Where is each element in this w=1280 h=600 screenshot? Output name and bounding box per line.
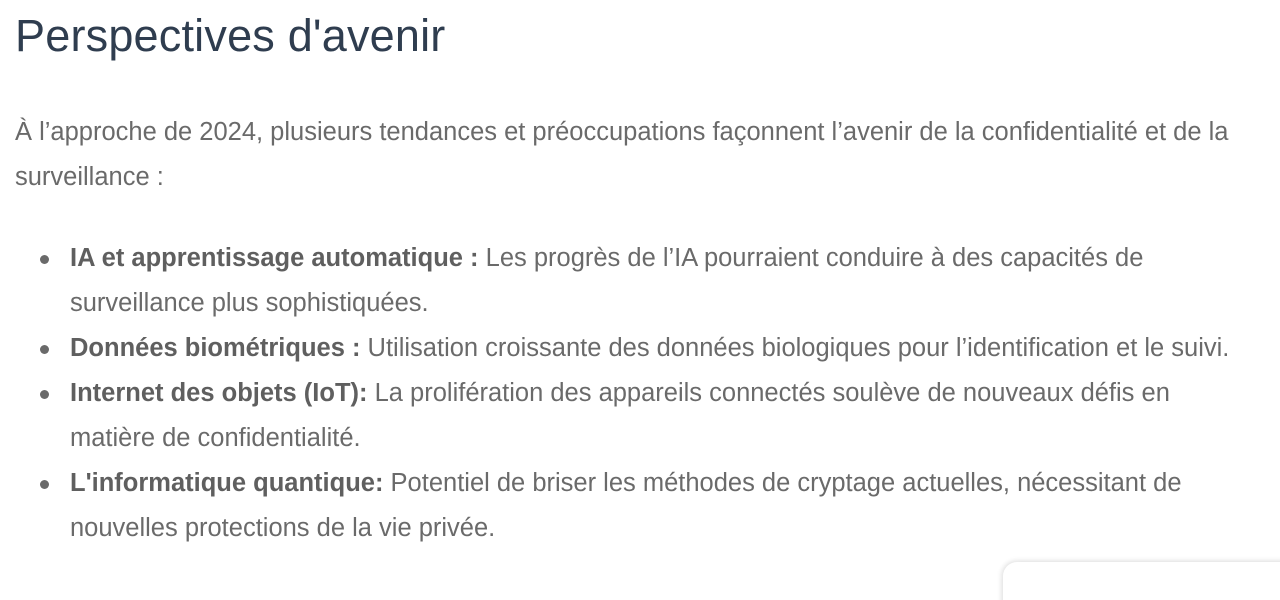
list-item-label: L'informatique quantique:: [70, 469, 384, 497]
section-heading: Perspectives d'avenir: [15, 10, 446, 61]
list-item: [15, 236, 1260, 326]
trends-list: [15, 236, 1260, 551]
list-item-label: IA et apprentissage automatique :: [70, 244, 479, 272]
article: [15, 0, 1260, 551]
list-item-label: Données biométriques :: [70, 334, 361, 362]
floating-card[interactable]: [1003, 562, 1280, 600]
list-item: [15, 371, 1260, 461]
intro-paragraph: À l’approche de 2024, plusieurs tendances et préoccupations façonnent l’avenir de la confidentialité et de la surveillance :: [15, 118, 1229, 191]
bullet-icon: [40, 255, 49, 264]
list-item: [15, 326, 1260, 371]
list-item-label: Internet des objets (IoT):: [70, 379, 368, 407]
bullet-icon: [40, 345, 49, 354]
bullet-icon: [40, 480, 49, 489]
list-item-text: Utilisation croissante des données biologiques pour l’identification et le suivi.: [360, 334, 1230, 362]
list-item: [15, 461, 1260, 551]
bullet-icon: [40, 390, 49, 399]
list-item-text: La prolifération des appareils connectés soulève de nouveaux défis en matière de confidentialité.: [70, 379, 1170, 452]
list-item-text: Les progrès de l’IA pourraient conduire à des capacités de surveillance plus sophistiquées.: [70, 244, 1144, 317]
list-item-text: Potentiel de briser les méthodes de cryptage actuelles, nécessitant de nouvelles protections de la vie privée.: [70, 469, 1182, 542]
